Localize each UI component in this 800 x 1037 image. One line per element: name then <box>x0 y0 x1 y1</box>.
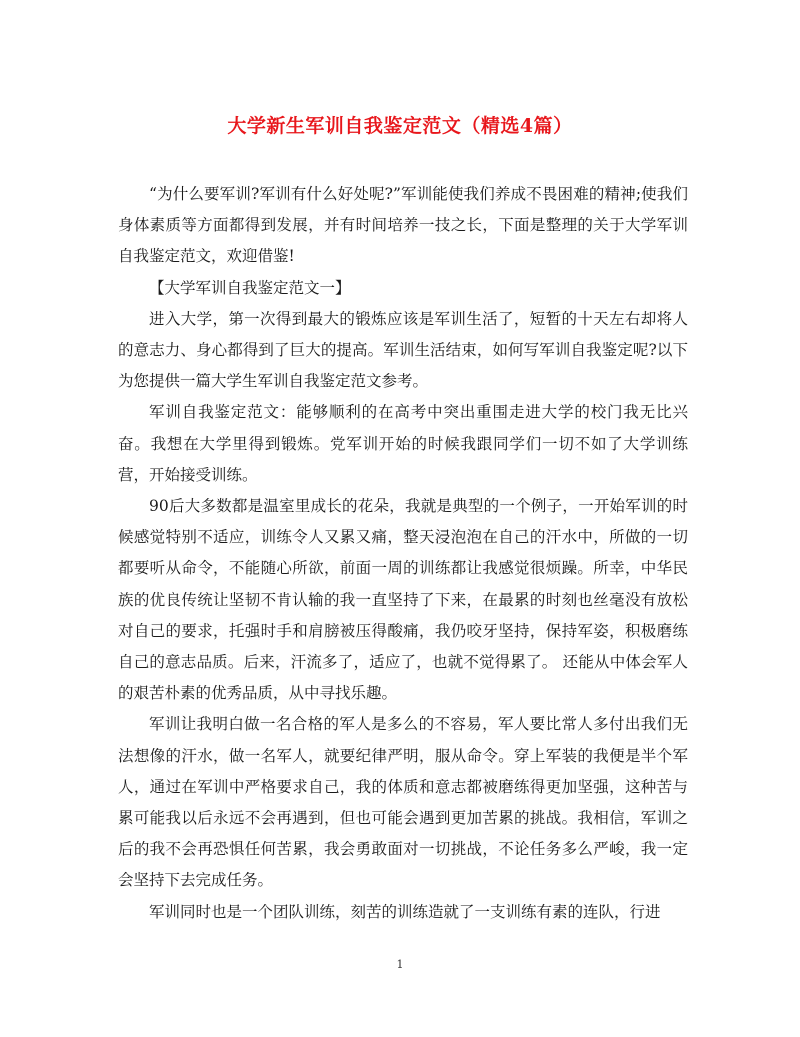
document-body <box>118 179 688 928</box>
page-number: 1 <box>396 958 404 971</box>
body-paragraph: 军训让我明白做一名合格的军人是多么的不容易，军人要比常人多付出我们无法想像的汗水，做一名军人，就要纪律严明，服从命令。穿上军装的我便是半个军人，通过在军训中严格要求自己，我的体质和意志都被磨练得更加坚强，这种苦与累可能我以后永远不会再遇到，但也可能会遇到更加苦累的挑战。我相信，军训之后的我不会再恐惧任何苦累，我会勇敢面对一切挑战，不论任务多么严峻，我一定会坚持下去完成任务。 <box>118 715 688 890</box>
body-paragraph: 军训自我鉴定范文：能够顺利的在高考中突出重围走进大学的校门我无比兴奋。我想在大学里得到锻炼。党军训开始的时候我跟同学们一切不如了大学训练营，开始接受训练。 <box>118 403 688 484</box>
body-paragraph: 进入大学，第一次得到最大的锻炼应该是军训生活了，短暂的十天左右却将人的意志力、身心都得到了巨大的提高。军训生活结束，如何写军训自我鉴定呢?以下为您提供一篇大学生军训自我鉴定范文参考。 <box>118 309 688 391</box>
document-title: 大学新生军训自我鉴定范文（精选4篇） <box>227 115 573 137</box>
intro-paragraph: “为什么要军训?军训有什么好处呢?”军训能使我们养成不畏困难的精神;使我们身体素质等方面都得到发展，并有时间培养一技之长，下面是整理的关于大学军训自我鉴定范文，欢迎借鉴! <box>118 185 688 266</box>
body-paragraph: 军训同时也是一个团队训练，刻苦的训练造就了一支训练有素的连队，行进 <box>149 902 661 921</box>
body-paragraph: 90后大多数都是温室里成长的花朵，我就是典型的一个例子，一开始军训的时候感觉特别不适应，训练令人又累又痛，整天浸泡泡在自己的汗水中，所做的一切都要听从命令，不能随心所欲，前面一周的训练都让我感觉很烦躁。所幸，中华民族的优良传统让坚韧不肯认输的我一直坚持了下来，在最累的时刻也丝毫没有放松对自己的要求，托强时手和肩膀被压得酸痛，我仍咬牙坚持，保持军姿，积极磨练自己的意志品质。后来，汗流多了，适应了，也就不觉得累了。 还能从中体会军人的艰苦朴素的优秀品质，从中寻找乐趣。 <box>118 497 688 703</box>
section-heading: 【大学军训自我鉴定范文一】 <box>149 278 351 297</box>
